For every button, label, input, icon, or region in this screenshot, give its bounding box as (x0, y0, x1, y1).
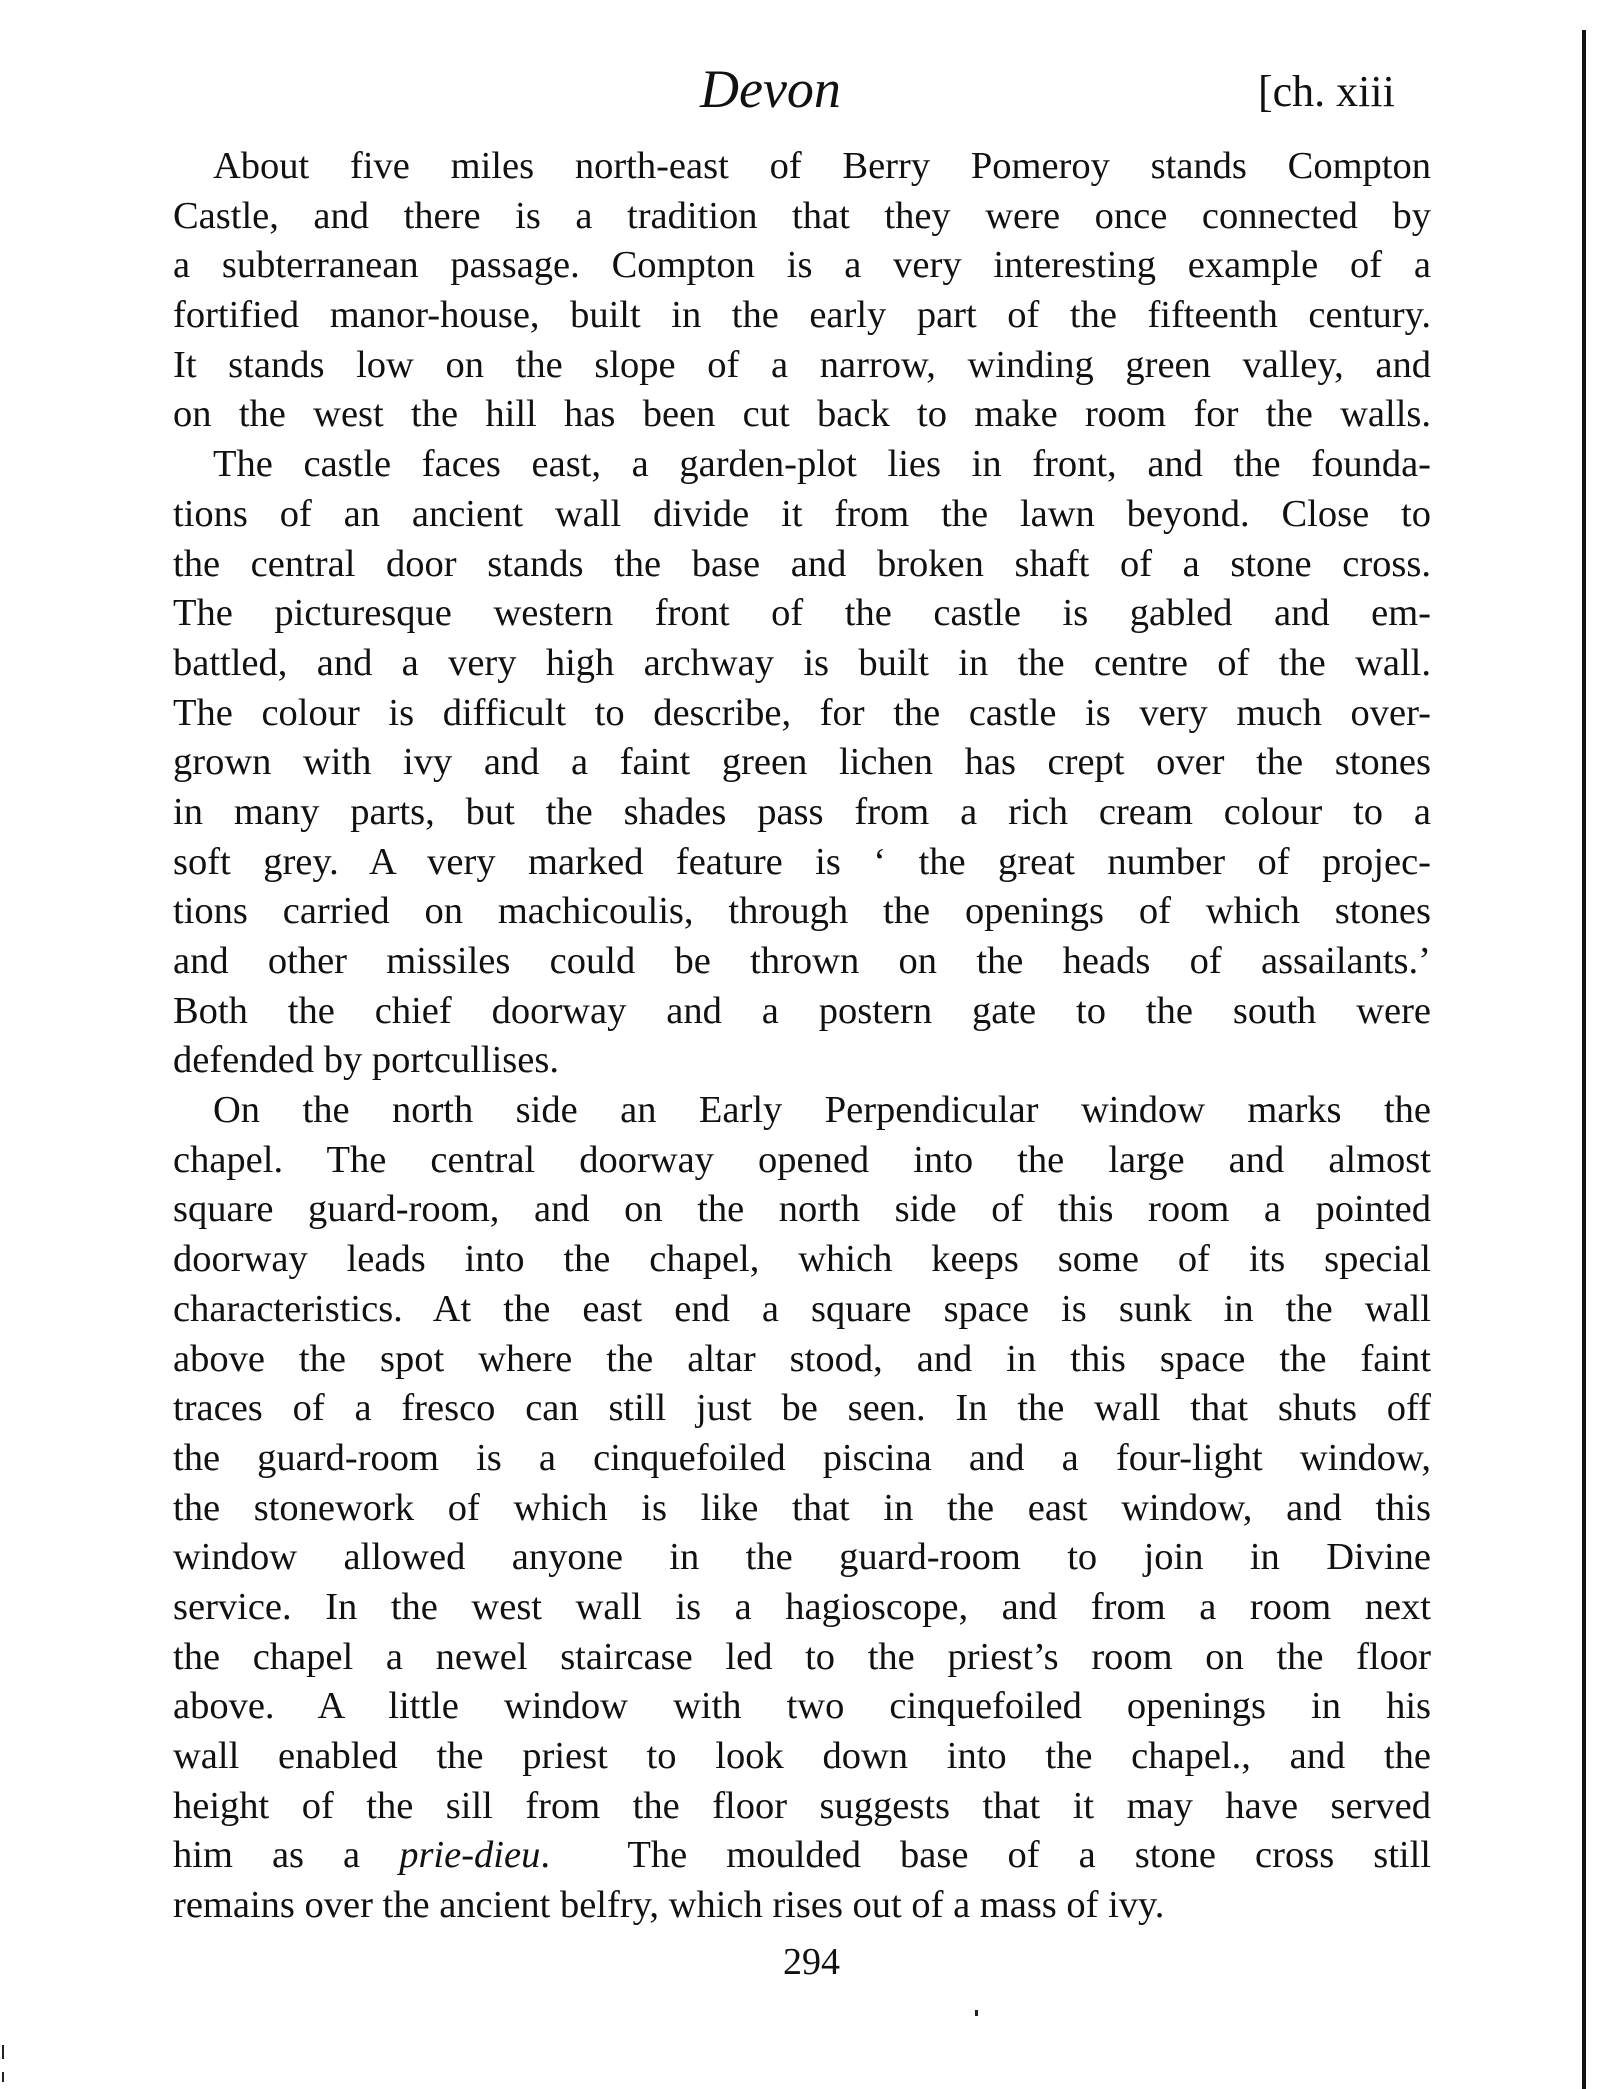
text-line: characteristics. At the east end a square space is sunk in the wall (173, 1287, 1431, 1330)
page-number: 294 (783, 1941, 840, 1983)
text-line: wall enabled the priest to look down into the chapel., and the (173, 1735, 1431, 1777)
text-line: above the spot where the altar stood, and in this space the faint (173, 1337, 1431, 1380)
text-line: on the west the hill has been cut back to make room for the walls. (173, 393, 1431, 436)
text-line: the central door stands the base and broken shaft of a stone cross. (173, 542, 1431, 585)
text-line: Both the chief doorway and a postern gate to the south were (173, 989, 1431, 1032)
text-line: soft grey. A very marked feature is ‘ the great number of projec- (173, 840, 1431, 883)
scan-speck (975, 2010, 978, 2016)
text-line: fortified manor-house, built in the early part of the fifteenth century. (173, 294, 1431, 337)
text-line: chapel. The central doorway opened into the large and almost (173, 1138, 1431, 1181)
text-segment: him as a (173, 1834, 400, 1877)
page-edge-rule (1582, 30, 1586, 2089)
text-line: doorway leads into the chapel, which keeps some of its special (173, 1238, 1431, 1281)
text-line: in many parts, but the shades pass from a rich cream colour to a (173, 790, 1431, 833)
chapter-reference: [ch. xiii (1258, 67, 1395, 116)
text-line: The colour is difficult to describe, for the castle is very much over- (173, 691, 1431, 734)
text-line: height of the sill from the floor suggests that it may have served (173, 1784, 1431, 1827)
text-line: the stonework of which is like that in the east window, and this (173, 1486, 1431, 1529)
text-line: window allowed anyone in the guard-room to join in Divine (173, 1536, 1431, 1579)
text-segment: . The moulded base of a stone cross still (540, 1834, 1431, 1877)
text-line: the chapel a newel staircase led to the priest’s room on the floor (173, 1635, 1431, 1678)
text-line: remains over the ancient belfry, which rises out of a mass of ivy. (173, 1884, 1165, 1927)
text-line: Castle, and there is a tradition that they were once connected by (173, 194, 1431, 237)
running-title: Devon (700, 59, 841, 119)
text-line: square guard-room, and on the north side of this room a pointed (173, 1188, 1431, 1231)
scan-speck (2, 2045, 4, 2059)
text-line: traces of a fresco can still just be seen. In the wall that shuts off (173, 1387, 1431, 1430)
text-line: grown with ivy and a faint green lichen has crept over the stones (173, 741, 1431, 784)
text-line: It stands low on the slope of a narrow, winding green valley, and (173, 343, 1431, 386)
text-line: About five miles north-east of Berry Pomeroy stands Compton (213, 145, 1431, 187)
text-line: The picturesque western front of the castle is gabled and em- (173, 592, 1431, 635)
text-line: and other missiles could be thrown on the heads of assailants.’ (173, 940, 1431, 982)
text-line: service. In the west wall is a hagioscope, and from a room next (173, 1585, 1431, 1628)
text-line: above. A little window with two cinquefoiled openings in his (173, 1685, 1431, 1728)
body-text (173, 142, 1431, 1931)
text-line (173, 1831, 1431, 1881)
italic-term: prie-dieu (399, 1834, 541, 1877)
text-line: a subterranean passage. Compton is a very interesting example of a (173, 244, 1431, 287)
text-line: tions carried on machicoulis, through the openings of which stones (173, 890, 1431, 933)
text-line: tions of an ancient wall divide it from the lawn beyond. Close to (173, 492, 1431, 535)
text-line: On the north side an Early Perpendicular window marks the (213, 1089, 1431, 1132)
text-line: battled, and a very high archway is built in the centre of the wall. (173, 641, 1431, 684)
text-line: the guard-room is a cinquefoiled piscina and a four-light window, (173, 1436, 1431, 1479)
text-line: defended by portcullises. (173, 1039, 559, 1082)
text-line: The castle faces east, a garden-plot lies in front, and the founda- (213, 443, 1431, 486)
scan-speck (2, 2072, 4, 2082)
